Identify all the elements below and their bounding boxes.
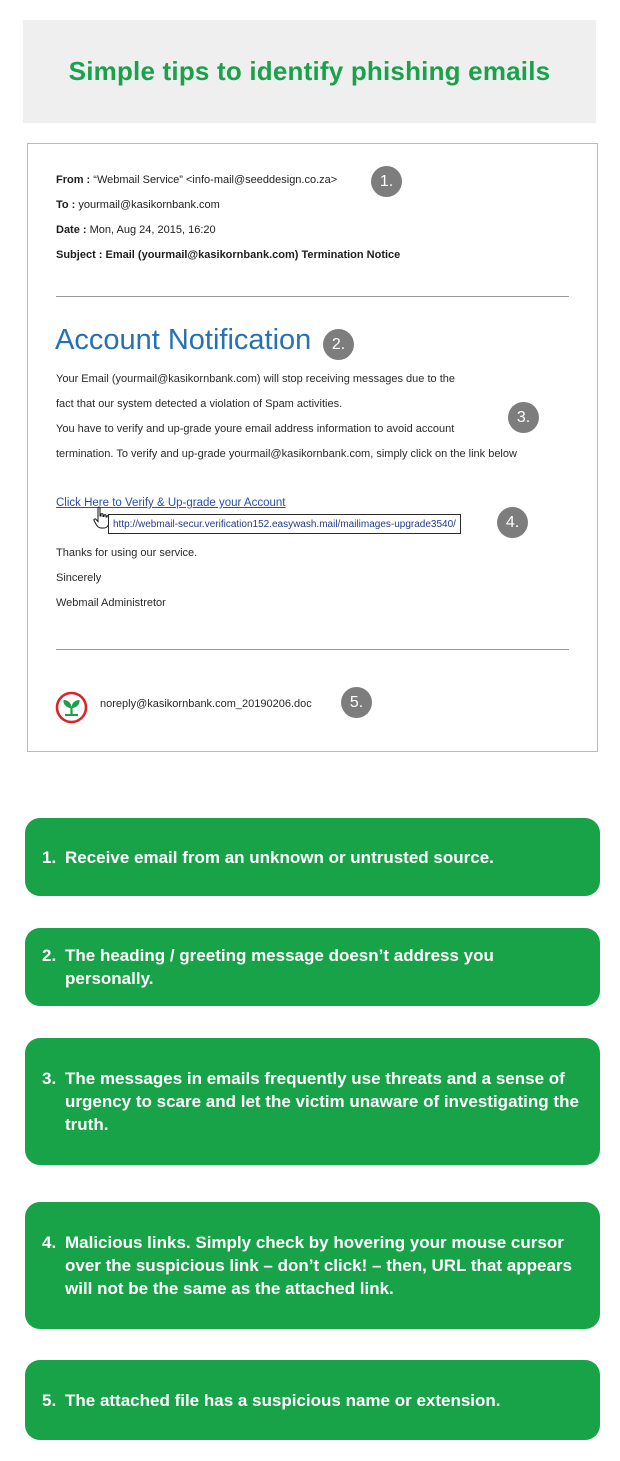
tip-number: 1. xyxy=(42,847,57,867)
tip-number: 5. xyxy=(42,1390,57,1410)
body-line-3: You have to verify and up-grade youre email address information to avoid account xyxy=(56,423,455,435)
tip-card-3 xyxy=(25,1038,600,1165)
date-label: Date : xyxy=(56,224,87,236)
email-to-row xyxy=(56,199,220,211)
date-value: Mon, Aug 24, 2015, 16:20 xyxy=(89,224,216,236)
body-line-2: fact that our system detected a violation of Spam activities. xyxy=(56,398,343,410)
bank-logo-icon xyxy=(55,691,88,724)
marker-3: 3. xyxy=(508,402,539,433)
marker-4: 4. xyxy=(497,507,528,538)
to-label: To : xyxy=(56,199,76,211)
body-line-4: termination. To verify and up-grade yourmail@kasikornbank.com, simply click on the link below xyxy=(56,448,517,460)
tip-card-5 xyxy=(25,1360,600,1440)
from-value: “Webmail Service” <info-mail@seeddesign.co.za> xyxy=(93,174,338,186)
email-date-row xyxy=(56,224,216,236)
signoff-line-2: Sincerely xyxy=(56,572,102,584)
email-mockup xyxy=(27,143,598,752)
tip-number: 2. xyxy=(42,946,57,965)
email-from-row xyxy=(56,174,337,186)
link-hover-tooltip: http://webmail-secur.verification152.easywash.mail/mailimages-upgrade3540/ xyxy=(108,514,461,534)
marker-5: 5. xyxy=(341,687,372,718)
verify-link[interactable]: Click Here to Verify & Up-grade your Account xyxy=(56,497,286,509)
subject-label: Subject : xyxy=(56,249,103,261)
tip-text: The heading / greeting message doesn’t address you personally. xyxy=(65,946,494,988)
tip-card-1 xyxy=(25,818,600,896)
signoff-line-1: Thanks for using our service. xyxy=(56,547,198,559)
tip-text: The messages in emails frequently use threats and a sense of urgency to scare and let the victim unaware of investigating the truth. xyxy=(65,1069,579,1134)
body-line-1: Your Email (yourmail@kasikornbank.com) will stop receiving messages due to the xyxy=(56,373,455,385)
divider-bottom xyxy=(56,649,569,650)
marker-2: 2. xyxy=(323,329,354,360)
tip-card-2 xyxy=(25,928,600,1006)
signoff-line-3: Webmail Administretor xyxy=(56,597,166,609)
tip-text: Malicious links. Simply check by hovering your mouse cursor over the suspicious link – don’t click! – then, URL that appears will not be the same as the attached link. xyxy=(65,1233,572,1298)
title-banner xyxy=(23,20,596,123)
email-heading: Account Notification xyxy=(55,324,312,356)
to-value: yourmail@kasikornbank.com xyxy=(78,199,220,211)
tip-text: The attached file has a suspicious name or extension. xyxy=(65,1390,501,1410)
tip-number: 3. xyxy=(42,1069,57,1088)
tip-text: Receive email from an unknown or untrusted source. xyxy=(65,847,494,867)
email-subject-row xyxy=(56,249,400,261)
from-label: From : xyxy=(56,174,91,186)
tip-number: 4. xyxy=(42,1233,57,1252)
page-title: Simple tips to identify phishing emails xyxy=(68,56,551,86)
tip-card-4 xyxy=(25,1202,600,1329)
divider-top xyxy=(56,296,569,297)
subject-value: Email (yourmail@kasikornbank.com) Termination Notice xyxy=(105,249,401,261)
marker-1: 1. xyxy=(371,166,402,197)
attachment-filename[interactable]: noreply@kasikornbank.com_20190206.doc xyxy=(100,698,312,710)
